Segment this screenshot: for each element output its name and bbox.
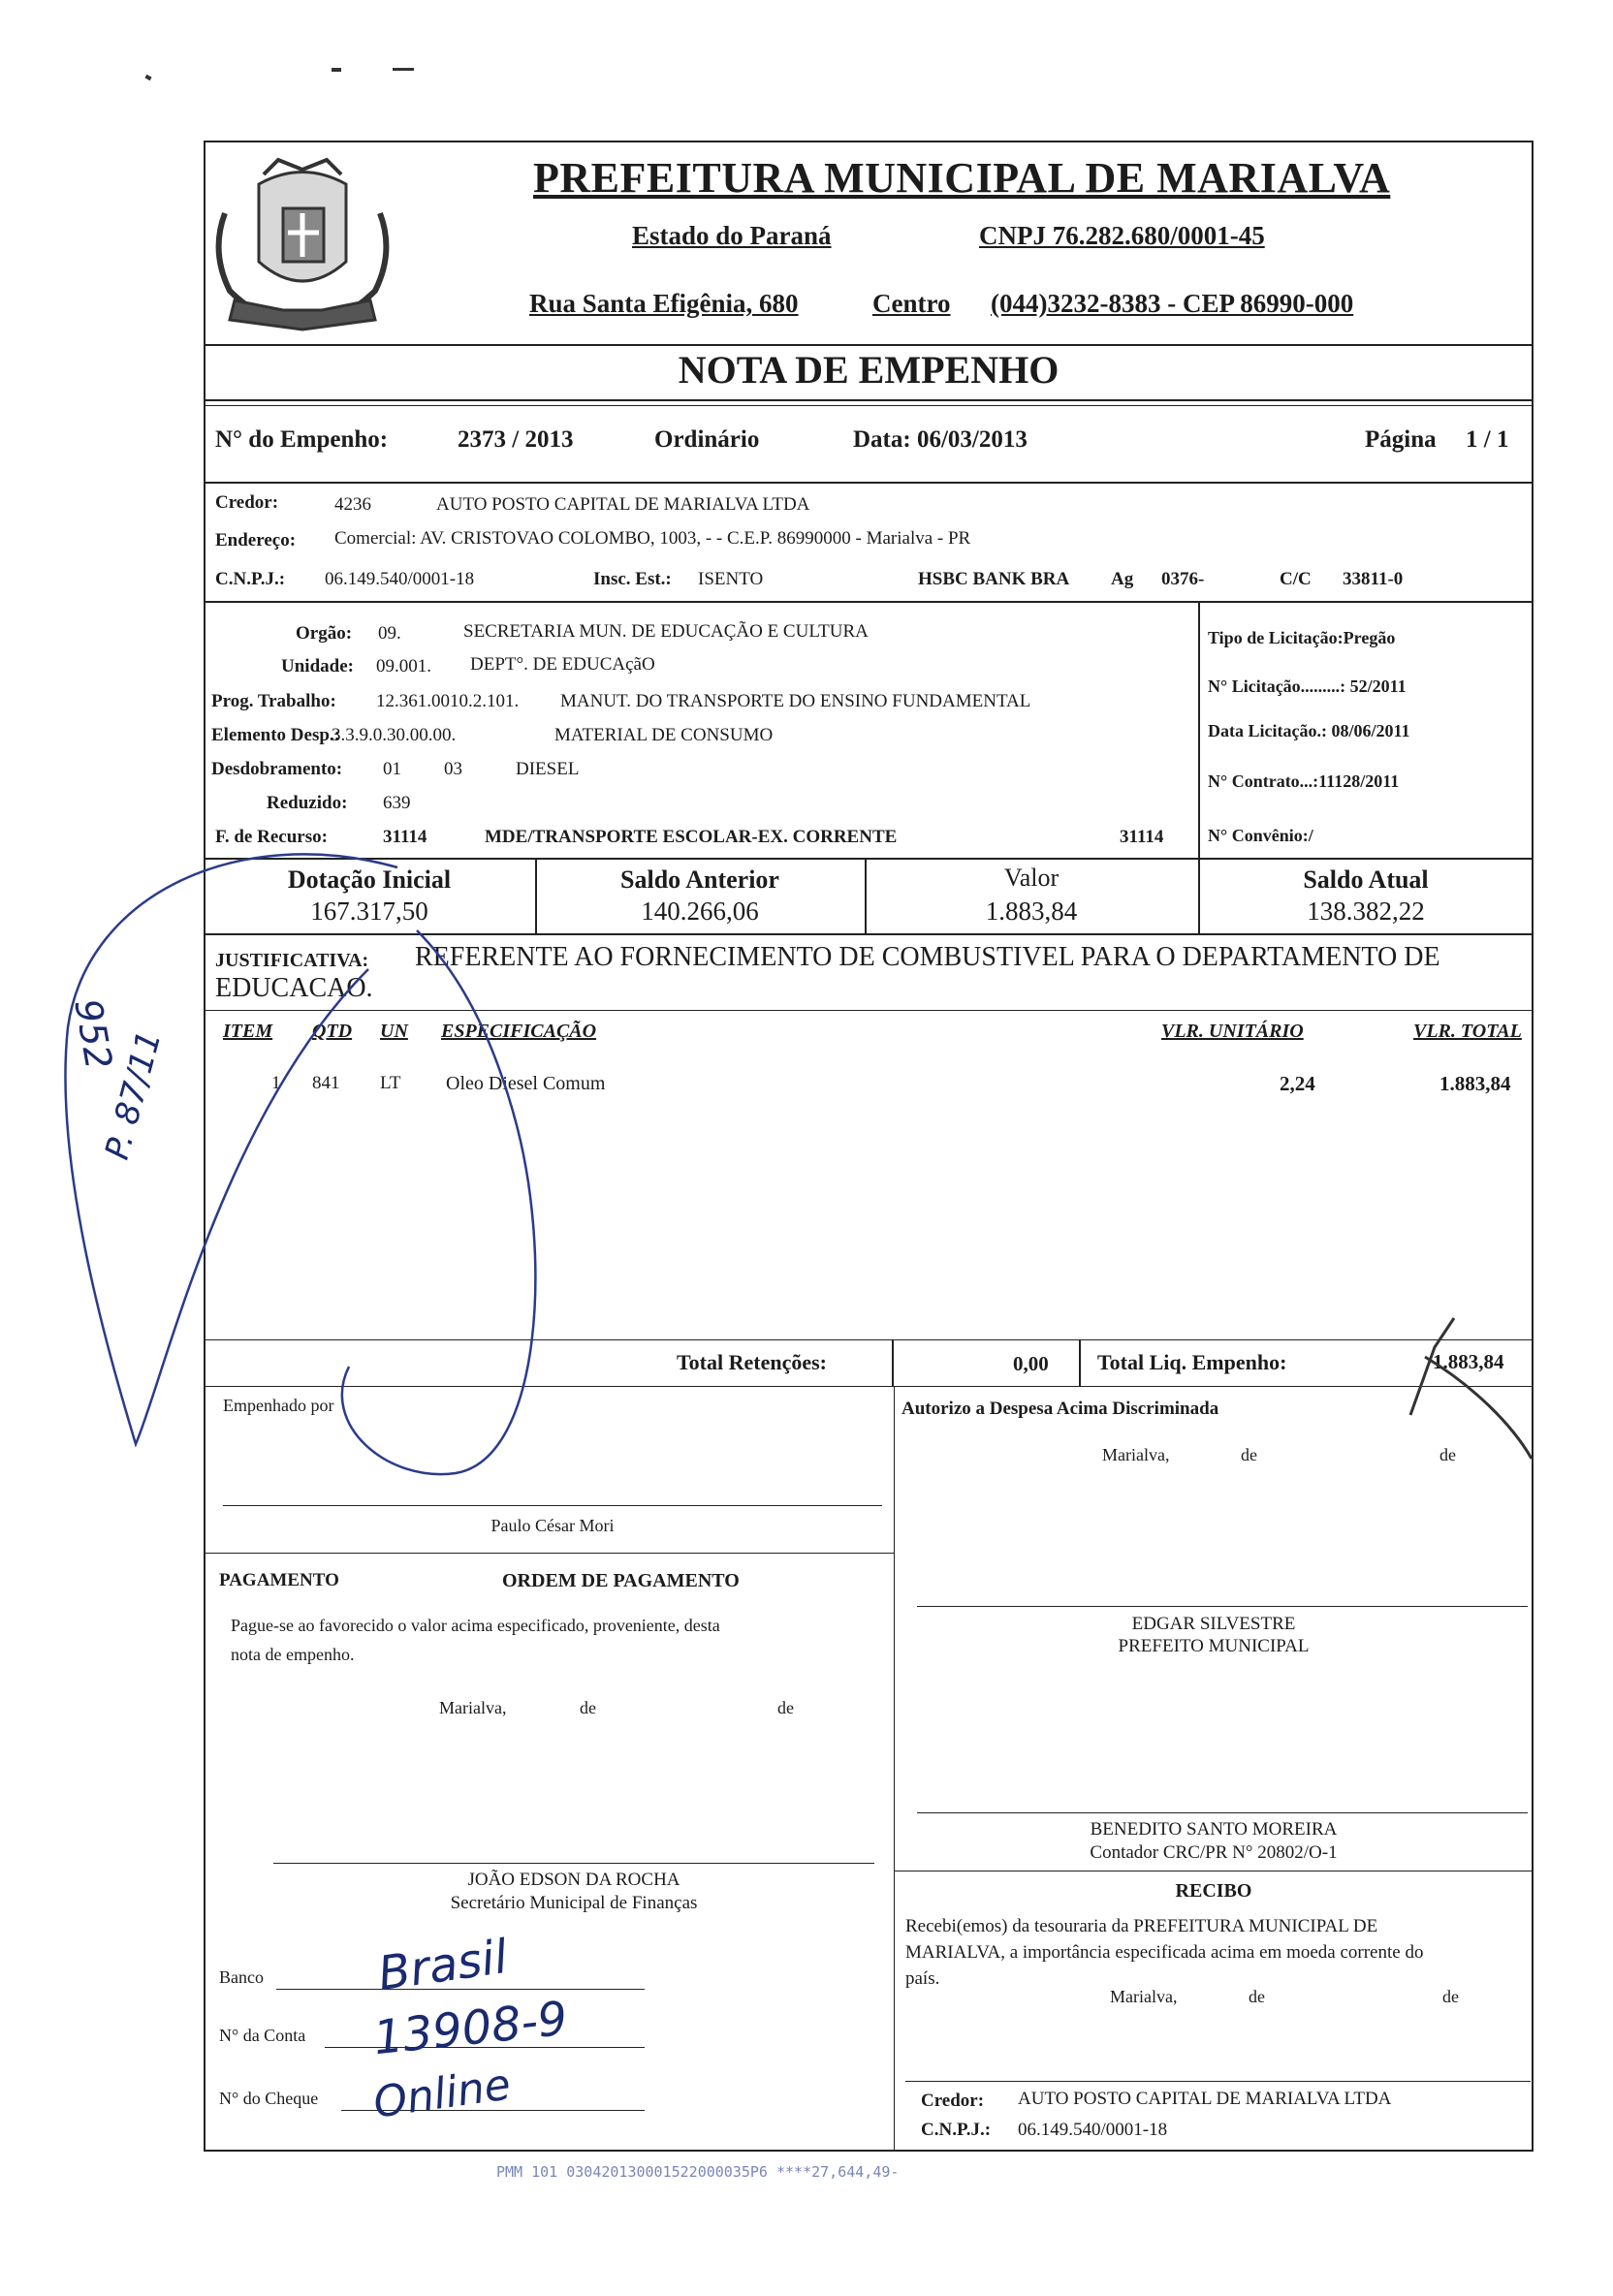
unidade-code: 09.001. (376, 656, 431, 676)
cnpj-value: 06.149.540/0001-18 (325, 569, 475, 589)
col-total: VLR. TOTAL (1413, 1021, 1522, 1042)
empenho-type: Ordinário (654, 426, 760, 453)
credor-code: 4236 (334, 494, 371, 515)
cc-label: C/C (1280, 569, 1312, 589)
col-espec: ESPECIFICAÇÃO (441, 1021, 597, 1042)
cc-value: 33811-0 (1343, 569, 1404, 589)
recibo-title: RECIBO (1175, 1880, 1252, 1902)
saldo-anterior-label: Saldo Anterior (620, 865, 779, 894)
recibo-text-2: MARIALVA, a importância especificada acima em moeda corrente do (905, 1942, 1424, 1963)
banco-label: Banco (219, 1967, 264, 1987)
pagamento-label: PAGAMENTO (219, 1570, 339, 1590)
handwritten-banco: Brasil (374, 1929, 512, 2002)
paulo-name: Paulo César Mori (490, 1516, 615, 1535)
saldo-atual-value: 138.382,22 (1307, 896, 1425, 926)
empenho-number: 2373 / 2013 (458, 426, 574, 453)
secretario-title: Secretário Municipal de Finanças (450, 1893, 698, 1913)
contador-title: Contador CRC/PR N° 20802/O-1 (1090, 1842, 1338, 1863)
row-item: 1 (271, 1073, 281, 1093)
valor-value: 1.883,84 (985, 896, 1078, 926)
orgao-value: SECRETARIA MUN. DE EDUCAÇÃO E CULTURA (463, 621, 869, 642)
total-liq-value: 1.883,84 (1433, 1350, 1504, 1373)
prefeito-name: EDGAR SILVESTRE (1131, 1614, 1296, 1634)
ag-label: Ag (1111, 569, 1134, 589)
col-unit: VLR. UNITÁRIO (1161, 1021, 1304, 1042)
autorizo-de-2: de (1439, 1445, 1456, 1464)
cheque-label: N° do Cheque (219, 2089, 319, 2108)
prog-label: Prog. Trabalho: (211, 691, 336, 711)
phone-cep-text: (044)3232-8383 - CEP 86990-000 (991, 289, 1354, 318)
licitacao-data: Data Licitação.: 08/06/2011 (1208, 721, 1410, 740)
handwritten-margin-2: P. 87/11 (97, 1026, 170, 1164)
recibo-text-1: Recebi(emos) da tesouraria da PREFEITURA MUNICIPAL DE (905, 1916, 1378, 1936)
recurso-code: 31114 (383, 827, 427, 847)
row-un: LT (380, 1073, 401, 1093)
dotacao-value: 167.317,50 (310, 896, 428, 926)
saldo-atual-label: Saldo Atual (1303, 865, 1429, 894)
orgao-label: Orgão: (296, 623, 353, 644)
handwritten-cheque: Online (370, 2060, 514, 2128)
prefeito-title: PREFEITO MUNICIPAL (1118, 1636, 1310, 1656)
contrato-numero: N° Contrato...:11128/2011 (1208, 771, 1400, 791)
reduz-label: Reduzido: (267, 793, 348, 813)
unidade-label: Unidade: (281, 656, 354, 676)
cnpj-label: C.N.P.J.: (215, 569, 286, 589)
pague-de-1: de (580, 1698, 596, 1717)
footer-stamp: PMM 101 030420130001522000035P6 ****27,644,49- (496, 2163, 900, 2181)
saldo-anterior-value: 140.266,06 (641, 896, 759, 926)
autorizo-de-1: de (1241, 1445, 1257, 1464)
handwritten-margin-1: 952 (66, 995, 121, 1073)
secretario-name: JOÃO EDSON DA ROCHA (467, 1870, 680, 1890)
total-retencoes-value: 0,00 (1013, 1352, 1049, 1375)
licitacao-tipo: Tipo de Licitação:Pregão (1208, 628, 1396, 647)
desd-a: 01 (383, 759, 401, 779)
justificativa-label: JUSTIFICATIVA: (215, 950, 369, 971)
justificativa-text-2: EDUCACAO. (215, 973, 373, 1003)
elem-code: 3.3.9.0.30.00.00. (332, 725, 457, 745)
licitacao-numero: N° Licitação.........: 52/2011 (1208, 676, 1407, 696)
insc-label: Insc. Est.: (593, 569, 672, 589)
pague-place: Marialva, (439, 1698, 507, 1717)
endereco-value: Comercial: AV. CRISTOVAO COLOMBO, 1003, - - C.E.P. 86990000 - Marialva - PR (334, 528, 971, 549)
recurso-code-2: 31114 (1120, 827, 1164, 847)
document-title: NOTA DE EMPENHO (678, 348, 1060, 392)
pague-text-2: nota de empenho. (231, 1645, 355, 1664)
district-text: Centro (872, 289, 951, 318)
page-label: Página (1365, 426, 1437, 453)
bank-name: HSBC BANK BRA (918, 569, 1070, 589)
recurso-value: MDE/TRANSPORTE ESCOLAR-EX. CORRENTE (485, 827, 898, 847)
empenho-label: N° do Empenho: (215, 426, 389, 453)
desd-label: Desdobramento: (211, 759, 343, 779)
autorizo-text: Autorizo a Despesa Acima Discriminada (901, 1399, 1219, 1419)
empenhado-por-label: Empenhado por (223, 1396, 334, 1415)
recibo-credor-label: Credor: (921, 2091, 985, 2111)
recibo-de-1: de (1249, 1987, 1265, 2006)
convenio-numero: N° Convênio:/ (1208, 826, 1313, 845)
credor-name: AUTO POSTO CAPITAL DE MARIALVA LTDA (436, 494, 810, 515)
ordem-pagamento-label: ORDEM DE PAGAMENTO (502, 1570, 740, 1591)
contador-name: BENEDITO SANTO MOREIRA (1090, 1819, 1338, 1840)
recibo-cnpj: 06.149.540/0001-18 (1018, 2120, 1168, 2140)
desd-b: 03 (444, 759, 462, 779)
prog-code: 12.361.0010.2.101. (376, 691, 520, 711)
prog-value: MANUT. DO TRANSPORTE DO ENSINO FUNDAMENTAL (560, 691, 1031, 711)
handwritten-conta: 13908-9 (370, 1991, 570, 2066)
insc-value: ISENTO (698, 569, 764, 589)
empenho-date: Data: 06/03/2013 (853, 426, 1028, 453)
pague-text-1: Pague-se ao favorecido o valor acima especificado, proveniente, desta (231, 1616, 720, 1635)
unidade-value: DEPT°. DE EDUCAçãO (470, 654, 655, 675)
dotacao-label: Dotação Inicial (287, 865, 452, 894)
reduz-value: 639 (383, 793, 411, 813)
recibo-de-2: de (1442, 1987, 1459, 2006)
total-retencoes-label: Total Retenções: (677, 1350, 827, 1374)
orgao-code: 09. (378, 623, 401, 644)
credor-label: Credor: (215, 492, 279, 513)
recurso-label: F. de Recurso: (215, 827, 328, 847)
total-liq-label: Total Liq. Empenho: (1097, 1350, 1287, 1374)
state-text: Estado do Paraná (632, 221, 832, 250)
endereco-label: Endereço: (215, 530, 297, 550)
justificativa-text: REFERENTE AO FORNECIMENTO DE COMBUSTIVEL PARA O DEPARTAMENTO DE (415, 942, 1440, 972)
address-text: Rua Santa Efigênia, 680 (529, 289, 799, 318)
desd-value: DIESEL (516, 759, 580, 779)
page-number: 1 / 1 (1466, 426, 1509, 453)
autorizo-place: Marialva, (1102, 1445, 1170, 1464)
pague-de-2: de (777, 1698, 794, 1717)
row-total: 1.883,84 (1439, 1072, 1511, 1095)
row-espec: Oleo Diesel Comum (446, 1073, 606, 1094)
page-title: PREFEITURA MUNICIPAL DE MARIALVA (533, 154, 1391, 202)
recibo-place: Marialva, (1110, 1987, 1178, 2006)
conta-label: N° da Conta (219, 2026, 306, 2045)
recibo-cnpj-label: C.N.P.J.: (921, 2120, 992, 2140)
elem-label: Elemento Desp.: (211, 725, 340, 745)
col-un: UN (380, 1021, 408, 1042)
recibo-credor-name: AUTO POSTO CAPITAL DE MARIALVA LTDA (1018, 2089, 1392, 2109)
recibo-text-3: país. (905, 1968, 940, 1989)
row-qtd: 841 (312, 1073, 340, 1093)
col-qtd: QTD (312, 1021, 353, 1042)
cnpj-text: CNPJ 76.282.680/0001-45 (979, 221, 1265, 250)
valor-label: Valor (1003, 864, 1060, 892)
row-unit: 2,24 (1280, 1072, 1315, 1095)
col-item: ITEM (223, 1021, 273, 1042)
ag-value: 0376- (1161, 569, 1205, 589)
elem-value: MATERIAL DE CONSUMO (554, 725, 774, 745)
